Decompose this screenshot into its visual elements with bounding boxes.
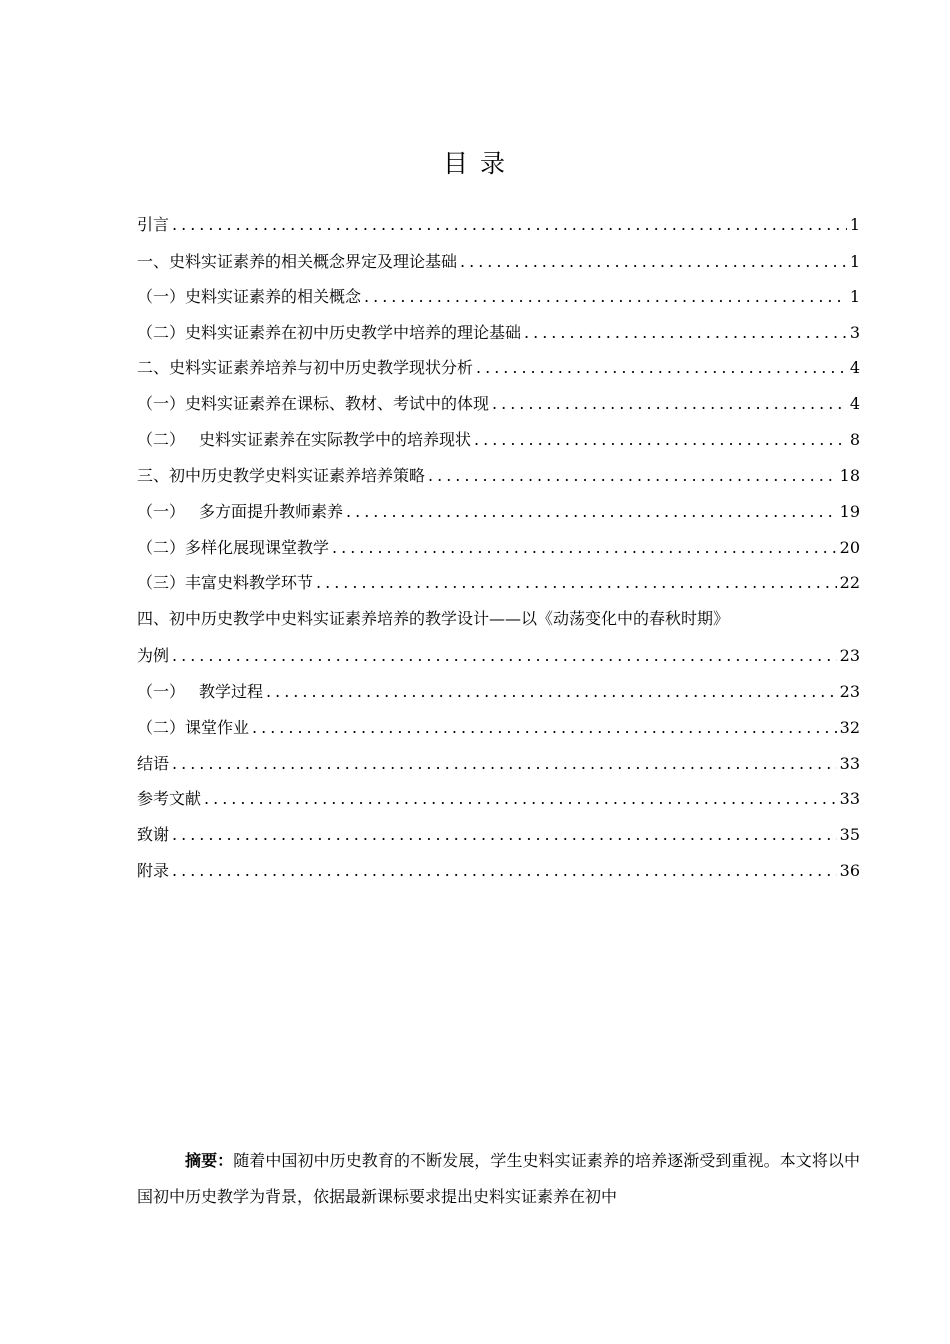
toc-leader-dots (524, 320, 847, 346)
toc-entry-label: 三、初中历史教学史料实证素养培养策略 (137, 466, 426, 485)
toc-entry-label: 引言 (137, 215, 170, 234)
toc-entry[interactable] (137, 284, 860, 310)
toc-entry[interactable] (137, 391, 860, 417)
toc-entry-label: 一、史料实证素养的相关概念界定及理论基础 (137, 252, 458, 271)
toc-entry[interactable] (137, 499, 860, 525)
toc-page-number: 19 (839, 502, 860, 521)
toc-page-number: 36 (839, 861, 860, 880)
toc-page-number: 33 (839, 754, 860, 773)
toc-entry[interactable] (137, 786, 860, 812)
toc-page-number: 33 (839, 789, 860, 808)
toc-leader-dots (460, 249, 847, 275)
toc-entry-text: 教学过程 (199, 682, 264, 701)
toc-entry-label: 结语 (137, 754, 170, 773)
toc-entry[interactable] (137, 249, 860, 275)
toc-entry-label: （一）史料实证素养在课标、教材、考试中的体现 (137, 394, 490, 413)
toc-entry-number: （一） (137, 682, 186, 701)
toc-page-number: 1 (849, 252, 860, 271)
toc-entry[interactable] (137, 751, 860, 777)
toc-entry-number: （一） (137, 502, 186, 521)
toc-entry-label: （二）多样化展现课堂教学 (137, 538, 330, 557)
toc-page-number: 3 (849, 323, 860, 342)
toc-leader-dots (266, 679, 837, 705)
page-title: 目 录 (443, 149, 507, 178)
abstract-text: 随着中国初中历史教育的不断发展，学生史料实证素养的培养逐渐受到重视。本文将以中国初中历史教学为背景，依据最新课标要求提出史料实证素养在初中 (137, 1151, 860, 1206)
toc-entry[interactable] (137, 212, 860, 238)
toc-page-number: 8 (849, 430, 860, 449)
toc-page-number: 32 (839, 718, 860, 737)
toc-leader-dots (316, 570, 837, 596)
toc-entry-label: （三）丰富史料教学环节 (137, 573, 314, 592)
toc-entry-label: （二）课堂作业 (137, 718, 250, 737)
toc-leader-dots (172, 822, 837, 848)
toc-entry-label: 致谢 (137, 825, 170, 844)
toc-page-number: 1 (849, 287, 860, 306)
toc-entry-label: 二、史料实证素养培养与初中历史教学现状分析 (137, 358, 474, 377)
toc-leader-dots (364, 284, 847, 310)
toc-entry-text: 多方面提升教师素养 (199, 502, 344, 521)
toc-entry-number: （二） (137, 430, 186, 449)
toc-entry[interactable] (137, 535, 860, 561)
toc-leader-dots (172, 212, 847, 238)
toc-leader-dots (172, 643, 837, 669)
toc-entry-text: 史料实证素养在实际教学中的培养现状 (199, 430, 472, 449)
toc-leader-dots (332, 535, 837, 561)
toc-page-number: 23 (839, 682, 860, 701)
toc-entry-label: 附录 (137, 861, 170, 880)
toc-entry-first-line[interactable]: 四、初中历史教学中史料实证素养培养的教学设计——以《动荡变化中的春秋时期》 (137, 609, 730, 628)
toc-leader-dots (346, 499, 837, 525)
abstract (137, 1143, 860, 1215)
toc-leader-dots (476, 355, 847, 381)
toc-page-number: 18 (839, 466, 860, 485)
toc-entry[interactable] (137, 320, 860, 346)
toc-entry[interactable] (137, 822, 860, 848)
toc-page-number: 20 (839, 538, 860, 557)
toc-entry-label: 为例 (137, 646, 170, 665)
toc-leader-dots (172, 751, 837, 777)
toc-entry[interactable] (137, 463, 860, 489)
toc-page-number: 23 (839, 646, 860, 665)
toc-leader-dots (204, 786, 837, 812)
toc-entry[interactable] (137, 715, 860, 741)
toc-entry[interactable] (137, 858, 860, 884)
toc-entry[interactable] (137, 427, 860, 453)
toc-entry[interactable] (137, 679, 860, 705)
toc-page-number: 35 (839, 825, 860, 844)
toc-page-number: 22 (839, 573, 860, 592)
toc-entry-label (137, 427, 471, 453)
toc-page-number: 1 (849, 215, 860, 234)
toc-leader-dots (492, 391, 847, 417)
toc-leader-dots (172, 858, 837, 884)
toc-leader-dots (474, 427, 847, 453)
toc-entry[interactable] (137, 355, 860, 381)
abstract-keyword: 摘要： (185, 1151, 234, 1170)
toc-page-number: 4 (849, 358, 860, 377)
toc-entry-label: 参考文献 (137, 789, 202, 808)
abstract-paragraph (137, 1143, 860, 1215)
toc-entry[interactable] (137, 643, 860, 669)
toc-entry-label: （二）史料实证素养在初中历史教学中培养的理论基础 (137, 323, 522, 342)
toc-entry-label (137, 679, 263, 705)
toc-entry-label (137, 499, 343, 525)
toc-entry-label: （一）史料实证素养的相关概念 (137, 287, 362, 306)
toc-leader-dots (252, 715, 837, 741)
toc-page-number: 4 (849, 394, 860, 413)
toc-leader-dots (428, 463, 837, 489)
toc-entry[interactable] (137, 570, 860, 596)
